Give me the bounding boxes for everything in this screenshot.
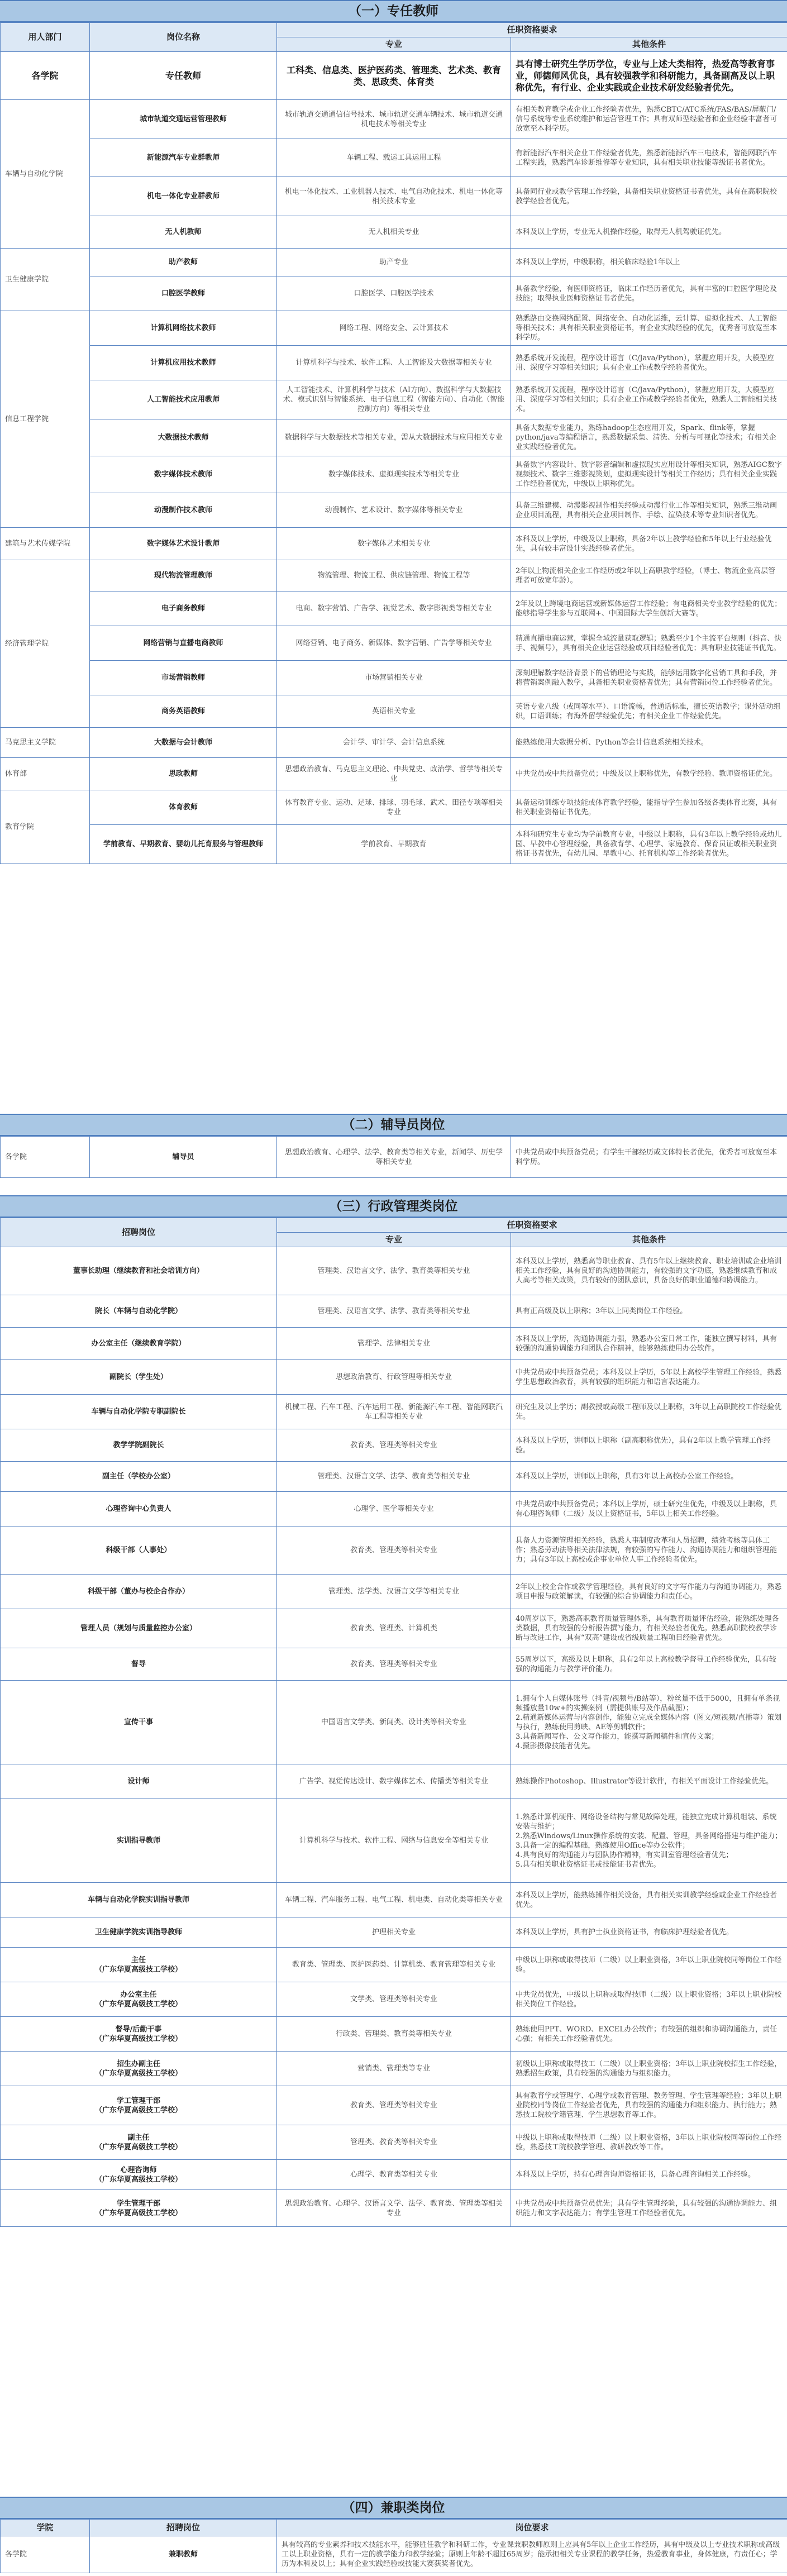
major-cell: 数据科学与大数据技术等相关专业，需从大数据技术与应用相关专业 bbox=[277, 419, 511, 456]
major-cell: 管理类、教育类等相关专业 bbox=[277, 2125, 511, 2160]
major-cell: 思想政治教育、心理学、汉语言文学、法学、教育类、管理类等相关专业 bbox=[277, 2190, 511, 2227]
col-pt-req: 岗位要求 bbox=[277, 2520, 787, 2536]
table-row bbox=[1, 528, 787, 560]
table-row bbox=[1, 1799, 787, 1883]
table-row bbox=[1, 311, 787, 346]
table-row bbox=[1, 1429, 787, 1462]
position-cell: 宣传干事 bbox=[1, 1681, 277, 1764]
table-row bbox=[1, 1764, 787, 1799]
position-cell: 实训指导教师 bbox=[1, 1799, 277, 1883]
other-cell: 具备数字内容设计、数字影音编辑和虚拟现实应用设计等相关知识，熟悉AIGC数字视频技术、数字三维影视策划，虚拟现实设计等相关工作经历；具有相关企业实践工作经验者优先，中级以上职称优先。 bbox=[511, 456, 787, 493]
position-cell: 学工管理干部 （广东华夏高级技工学校） bbox=[1, 2086, 277, 2125]
section-title-2: （二）辅导员岗位 bbox=[0, 1114, 787, 1136]
table-row bbox=[1, 1609, 787, 1648]
col-other: 其他条件 bbox=[511, 37, 787, 52]
general-major: 工科类、信息类、医护医药类、管理类、艺术类、教育类、思政类、体育类 bbox=[277, 52, 511, 100]
admin-table bbox=[0, 1218, 787, 2227]
position-cell: 副主任（学校办公室） bbox=[1, 1462, 277, 1492]
major-cell: 教育类、管理类等相关专业 bbox=[277, 1429, 511, 1462]
col-major: 专业 bbox=[277, 37, 511, 52]
other-cell: 英语专业八级（或同等水平）、口语流畅，普通话标准，擅长英语教学；课外活动组织，口语训练；有海外留学经验优先；有相关企业工作经验优先。 bbox=[511, 695, 787, 728]
dept-cell: 马克思主义学院 bbox=[1, 728, 90, 758]
major-cell: 广告学、视觉传达设计、数字媒体艺术、传播类等相关专业 bbox=[277, 1764, 511, 1799]
other-cell: 2年及以上跨境电商运营或新媒体运营工作经验；有电商相关专业教学经验的优先；能够指导学生参与互联网+、中国国际大学生创新大赛等。 bbox=[511, 591, 787, 626]
section-counselor bbox=[0, 1114, 787, 1178]
major-cell: 管理类、汉语言文学、法学、教育类等相关专业 bbox=[277, 1295, 511, 1328]
other-cell: 具有正高级及以上职称；3年以上同类岗位工作经验。 bbox=[511, 1295, 787, 1328]
other-cell: 熟悉系统开发流程，程序设计语言（C/Java/Python），掌握应用开发，大模型应用、深度学习等相关知识；具有企业工作或教学经验者优先，熟悉人工智能相关技术。 bbox=[511, 380, 787, 419]
section-title-4: （四）兼职类岗位 bbox=[0, 2497, 787, 2519]
major-cell: 机电一体化技术、工业机器人技术、电气自动化技术、机电一体化等相关技术专业 bbox=[277, 177, 511, 216]
major-cell: 营销类、管理类等专业 bbox=[277, 2052, 511, 2086]
table-row bbox=[1, 419, 787, 456]
col-pt-position: 招聘岗位 bbox=[90, 2520, 277, 2536]
col-dept: 用人部门 bbox=[1, 23, 90, 52]
major-cell: 心理学、教育类等相关专业 bbox=[277, 2160, 511, 2190]
position-cell: 新能源汽车专业群教师 bbox=[90, 139, 277, 177]
other-cell: 研究生及以上学历；副教授或高级工程师及以上职称，3年以上高职院校工作经验优先。 bbox=[511, 1395, 787, 1429]
part-time-table bbox=[0, 2519, 787, 2573]
major-cell: 助产专业 bbox=[277, 249, 511, 276]
other-cell: 初级以上职称或取得技工（二级）以上职业资格；3年以上职业院校招生工作经验，熟悉招生政策，具有较强的沟通能力与组织能力。 bbox=[511, 2052, 787, 2086]
position-cell: 城市轨道交通运营管理教师 bbox=[90, 100, 277, 139]
table-row bbox=[1, 1328, 787, 1360]
col-recruit-position: 招聘岗位 bbox=[1, 1218, 277, 1247]
col-admin-major: 专业 bbox=[277, 1233, 511, 1247]
major-cell: 城市轨道交通通信信号技术、城市轨道交通车辆技术、城市轨道交通机电技术等相关专业 bbox=[277, 100, 511, 139]
major-cell: 物流管理、物流工程、供应链管理、物流工程等 bbox=[277, 560, 511, 591]
table-row bbox=[1, 2190, 787, 2227]
major-cell: 车辆工程、汽车服务工程、电气工程、机电类、自动化类等相关专业 bbox=[277, 1883, 511, 1917]
table-row bbox=[1, 2125, 787, 2160]
position-cell: 计算机网络技术教师 bbox=[90, 311, 277, 346]
major-cell: 思想政治教育、行政管理等相关专业 bbox=[277, 1360, 511, 1395]
table-row bbox=[1, 1395, 787, 1429]
table-row bbox=[1, 216, 787, 249]
pt-dept: 各学院 bbox=[1, 2536, 90, 2573]
other-cell: 中共党员或中共预备党员；本科及以上学历，5年以上高校学生管理工作经验，熟悉学生思想政治教育，具有较强的组织能力和语言表达能力。 bbox=[511, 1360, 787, 1395]
position-cell: 学前教育、早期教育、婴幼儿托育服务与管理教师 bbox=[90, 825, 277, 864]
other-cell: 中共党员或中共预备党员；中级及以上职称优先，有教学经验、教师资格证优先。 bbox=[511, 758, 787, 790]
major-cell: 体育教育专业、运动、足球、排球、羽毛球、武术、田径专项等相关专业 bbox=[277, 790, 511, 825]
table-row bbox=[1, 1982, 787, 2017]
position-cell: 车辆与自动化学院专职副院长 bbox=[1, 1395, 277, 1429]
general-position: 专任教师 bbox=[90, 52, 277, 100]
table-row bbox=[1, 2160, 787, 2190]
other-cell: 熟练使用PPT、WORD、EXCEL办公软件；有较强的组织和协调沟通能力，责任心强；有相关工作经验者优先。 bbox=[511, 2017, 787, 2052]
col-pt-dept: 学院 bbox=[1, 2520, 90, 2536]
position-cell: 市场营销教师 bbox=[90, 661, 277, 695]
major-cell: 教育类、管理类、计算机类 bbox=[277, 1609, 511, 1648]
counselor-other: 中共党员或中共预备党员；有学生干部经历或文体特长者优先，优秀者可放宽至本科学历。 bbox=[511, 1137, 787, 1178]
position-cell: 助产教师 bbox=[90, 249, 277, 276]
table-row bbox=[1, 1462, 787, 1492]
table-row bbox=[1, 139, 787, 177]
section-part-time bbox=[0, 2497, 787, 2573]
other-cell: 有相关教育教学或企业工作经验者优先，熟悉CBTC/ATC系统/FAS/BAS/屏蔽门/信号系统等专业系统维护和运营管理工作；具有双师型经验者和企业经验丰富者可放宽至本科学历。 bbox=[511, 100, 787, 139]
other-cell: 具备运动训练专项技能或体育教学经验，能指导学生参加各级各类体育比赛，具有相关职业资格证书优先。 bbox=[511, 790, 787, 825]
table-row bbox=[1, 1247, 787, 1295]
other-cell: 55周岁以下，高级及以上职称，具有2年以上高校教学督导工作经验优先，具有较强的沟通能力与教学评价能力。 bbox=[511, 1648, 787, 1681]
major-cell: 教育类、管理类等相关专业 bbox=[277, 1648, 511, 1681]
position-cell: 办公室主任（继续教育学院） bbox=[1, 1328, 277, 1360]
col-admin-requirements: 任职资格要求 bbox=[277, 1218, 787, 1233]
pt-position: 兼职教师 bbox=[90, 2536, 277, 2573]
major-cell: 思想政治教育、马克思主义理论、中共党史、政治学、哲学等相关专业 bbox=[277, 758, 511, 790]
position-cell: 管理人员（规划与质量监控办公室） bbox=[1, 1609, 277, 1648]
table-row bbox=[1, 52, 787, 100]
table-row bbox=[1, 790, 787, 825]
other-cell: 具备人力资源管理相关经验，熟悉人事制度改革和人员招聘，绩效考核等具体工作；熟悉劳动法等相关法律法规，有较强的写作能力、沟通协调能力和组织管理能力；具有3年以上高校或企事业单位人事工作经验者优先。 bbox=[511, 1526, 787, 1575]
table-row bbox=[1, 560, 787, 591]
major-cell: 计算机科学与技术、软件工程、人工智能及大数据等相关专业 bbox=[277, 346, 511, 380]
table-row bbox=[1, 1681, 787, 1764]
other-cell: 本科及以上学历，中级及以上职称，具备2年以上教学经验和5年以上行业经验优先，具有较丰富设计实践经验者优先。 bbox=[511, 528, 787, 560]
major-cell: 网络营销、电子商务、新媒体、数字营销、广告学等相关专业 bbox=[277, 626, 511, 661]
other-cell: 中共党员优先，中级以上职称或取得技师（二级）以上职业资格；3年以上职业院校相关岗位工作经验。 bbox=[511, 1982, 787, 2017]
major-cell: 教育类、管理类等相关专业 bbox=[277, 2086, 511, 2125]
major-cell: 教育类、管理类、医护医药类、计算机类、教育管理等相关专业 bbox=[277, 1948, 511, 1982]
position-cell: 机电一体化专业群教师 bbox=[90, 177, 277, 216]
table-row bbox=[1, 2086, 787, 2125]
other-cell: 具备同行业或教学管理工作经验，具备相关职业资格证书者优先，具有在高职院校教学经验者优先。 bbox=[511, 177, 787, 216]
position-cell: 现代物流管理教师 bbox=[90, 560, 277, 591]
other-cell: 能熟练使用大数据分析、Python等会计信息系统相关技术。 bbox=[511, 728, 787, 758]
major-cell: 管理类、汉语言文学、法学、教育类等相关专业 bbox=[277, 1462, 511, 1492]
other-cell: 2年以上物流相关企业工作经历或2年以上高职教学经验，（博士、物流企业高层管理者可放宽年龄）。 bbox=[511, 560, 787, 591]
other-cell: 本科及以上学历，熟悉高等职业教育、具有5年以上继续教育、职业培训或企业培训相关工作经验，具有良好的沟通协调能力，有较强的文字功底，熟悉继续教育和成人高考等相关政策，具有较好的团队意识，具备良好的职业道德和协调能力。 bbox=[511, 1247, 787, 1295]
position-cell: 副主任 （广东华夏高级技工学校） bbox=[1, 2125, 277, 2160]
position-cell: 科级干部（人事处） bbox=[1, 1526, 277, 1575]
col-admin-other: 其他条件 bbox=[511, 1233, 787, 1247]
other-cell: 本科和研究生专业均为学前教育专业，中级以上职称，具有3年以上教学经验或幼儿园、早教中心管理经验，具备教育学、心理学、家庭教育、保育员证或相关职业资格证书者优先，有幼儿园、早教中心、托育机构等工作经验者优先。 bbox=[511, 825, 787, 864]
other-cell: 本科及以上学历，讲师以上职称，具有3年以上高校办公室工作经验。 bbox=[511, 1462, 787, 1492]
position-cell: 车辆与自动化学院实训指导教师 bbox=[1, 1883, 277, 1917]
major-cell: 市场营销相关专业 bbox=[277, 661, 511, 695]
table-row bbox=[1, 346, 787, 380]
position-cell: 数字媒体技术教师 bbox=[90, 456, 277, 493]
other-cell: 中级以上职称或取得技师（二级）以上职业资格，3年以上职业院校同等岗位工作经验。 bbox=[511, 1948, 787, 1982]
other-cell: 具有教育学或管理学、心理学或教育管理、教务管理、学生管理等经验；3年以上职业院校同等岗位工作经验者优先，具有较强的沟通能力和组织能力、执行能力；熟悉技工院校学籍管理、学生思想教育等工作。 bbox=[511, 2086, 787, 2125]
section-title-1: （一）专任教师 bbox=[0, 0, 787, 22]
major-cell: 网络工程、网络安全、云计算技术 bbox=[277, 311, 511, 346]
table-row bbox=[1, 758, 787, 790]
other-cell: 中共党员或中共预备党员；本科以上学历，硕士研究生优先，中级及以上职称，具有心理咨询师（二级）及以上资格证书，5年以上相关工作经验。 bbox=[511, 1492, 787, 1526]
position-cell: 电子商务教师 bbox=[90, 591, 277, 626]
position-cell: 督导 bbox=[1, 1648, 277, 1681]
other-cell: 中级以上职称或取得技师（二级）以上职业资格，3年以上职业院校同等岗位工作经验，熟悉技工院校教学管理、教研教改等工作。 bbox=[511, 2125, 787, 2160]
major-cell: 数字媒体艺术相关专业 bbox=[277, 528, 511, 560]
major-cell: 数字媒体技术、虚拟现实技术等相关专业 bbox=[277, 456, 511, 493]
dept-cell: 建筑与艺术传媒学院 bbox=[1, 528, 90, 560]
position-cell: 主任 （广东华夏高级技工学校） bbox=[1, 1948, 277, 1982]
table-row bbox=[1, 380, 787, 419]
other-cell: 具备大数据专业能力，熟练hadoop生态应用开发，Spark、flink等，掌握python/java等编程语言，熟悉数据采集、清洗、分析与可视化等技术；有相关企业实践经验者优先。 bbox=[511, 419, 787, 456]
major-cell: 学前教育、早期教育 bbox=[277, 825, 511, 864]
position-cell: 思政教师 bbox=[90, 758, 277, 790]
major-cell: 车辆工程、载运工具运用工程 bbox=[277, 139, 511, 177]
other-cell: 40周岁以下，熟悉高职教育质量管理体系，具有教育质量评估经验，能熟练处理各类数据，具有较强的分析报告撰写能力，有相关经验者优先。熟悉高职院校教学诊断与改进工作，具有“双高”建设或省级质量工程项目经验者优先。 bbox=[511, 1609, 787, 1648]
other-cell: 本科及以上学历，讲师以上职称（副高职称优先），具有2年以上教学管理工作经验。 bbox=[511, 1429, 787, 1462]
position-cell: 设计师 bbox=[1, 1764, 277, 1799]
position-cell: 数字媒体艺术设计教师 bbox=[90, 528, 277, 560]
other-cell: 熟悉路由交换网络配置、网络安全、自动化运维，云计算、虚拟化技术、人工智能等相关技术；具有相关职业资格证书，有企业实践经验的优先，优秀者可放宽至本科学历。 bbox=[511, 311, 787, 346]
counselor-major: 思想政治教育、心理学、法学、教育类等相关专业，新闻学、历史学等相关专业 bbox=[277, 1137, 511, 1178]
other-cell: 本科及以上学历，具有护士执业资格证书，有临床护理经验者优先。 bbox=[511, 1917, 787, 1948]
position-cell: 卫生健康学院实训指导教师 bbox=[1, 1917, 277, 1948]
major-cell: 文学类、管理类等相关专业 bbox=[277, 1982, 511, 2017]
other-cell: 本科及以上学历，专业无人机操作经验，取得无人机驾驶证优先。 bbox=[511, 216, 787, 249]
other-cell: 熟悉系统开发流程，程序设计语言（C/Java/Python），掌握应用开发，大模型应用、深度学习等相关知识；具有企业工作或教学经验者优先。 bbox=[511, 346, 787, 380]
table-row bbox=[1, 100, 787, 139]
major-cell: 口腔医学、口腔医学技术 bbox=[277, 276, 511, 311]
other-cell: 中共党员或中共预备党员优先；具有学生管理经验，具有较强的沟通协调能力、组织能力和文字表达能力；有学生管理工作经验者优先。 bbox=[511, 2190, 787, 2227]
position-cell: 商务英语教师 bbox=[90, 695, 277, 728]
position-cell: 网络营销与直播电商教师 bbox=[90, 626, 277, 661]
pt-req: 具有较高的专业素养和技术技能水平，能够胜任教学和科研工作，专业课兼职教师原则上应具有5年以上企业工作经历，具有中级及以上专业技术职称或高级工以上职业资格，具有一定的教学能力和教学经验；原则上年龄不超过65周岁；能承担相关专业课程的教学任务，热爱教育事业，身体健康，有责任心；学历为本科及以上；具有企业实践经验或技能大赛获奖者优先。 bbox=[277, 2536, 787, 2573]
major-cell: 管理学、法律相关专业 bbox=[277, 1328, 511, 1360]
position-cell: 大数据技术教师 bbox=[90, 419, 277, 456]
table-row bbox=[1, 661, 787, 695]
dept-cell: 卫生健康学院 bbox=[1, 249, 90, 311]
position-cell: 办公室主任 （广东华夏高级技工学校） bbox=[1, 1982, 277, 2017]
table-row bbox=[1, 1360, 787, 1395]
general-dept: 各学院 bbox=[1, 52, 90, 100]
other-cell: 具备三维建模、动漫影视制作相关经验或动漫行业工作等相关知识，熟悉三维动画企业项目流程，具有相关企业项目制作、手绘、渲染技术等专业知识者优先。 bbox=[511, 493, 787, 528]
section-title-3: （三）行政管理类岗位 bbox=[0, 1195, 787, 1218]
position-cell: 无人机教师 bbox=[90, 216, 277, 249]
major-cell: 教育类、管理类等相关专业 bbox=[277, 1526, 511, 1575]
table-row bbox=[1, 591, 787, 626]
major-cell: 人工智能技术、计算机科学与技术（AI方向）、数据科学与大数据技术、模式识别与智能系统、电子信息工程（智能方向）、自动化（智能控制方向）等相关专业 bbox=[277, 380, 511, 419]
major-cell: 英语相关专业 bbox=[277, 695, 511, 728]
position-cell: 学生管理干部 （广东华夏高级技工学校） bbox=[1, 2190, 277, 2227]
teachers-table bbox=[0, 22, 787, 864]
table-row bbox=[1, 2052, 787, 2086]
position-cell: 董事长助理（继续教育和社会培训方向） bbox=[1, 1247, 277, 1295]
major-cell: 无人机相关专业 bbox=[277, 216, 511, 249]
major-cell: 机械工程、汽车工程、汽车运用工程、新能源汽车工程、智能网联汽车工程等相关专业 bbox=[277, 1395, 511, 1429]
position-cell: 心理咨询中心负责人 bbox=[1, 1492, 277, 1526]
major-cell: 中国语言文学类、新闻类、设计类等相关专业 bbox=[277, 1681, 511, 1764]
general-other: 具有博士研究生学历学位，专业与上述大类相符，热爱高等教育事业，师德师风优良，具有较强教学和科研能力，具备副高及以上职称优先，有行业、企业实践或企业技术研发经验者优先。 bbox=[511, 52, 787, 100]
major-cell: 行政类、管理类、教育类等相关专业 bbox=[277, 2017, 511, 2052]
major-cell: 护理相关专业 bbox=[277, 1917, 511, 1948]
table-row bbox=[1, 177, 787, 216]
position-cell: 教学学院副院长 bbox=[1, 1429, 277, 1462]
section-full-time-teachers bbox=[0, 0, 787, 864]
other-cell: 1.拥有个人自媒体账号（抖音/视频号/B站等），粉丝量不低于5000，且拥有单条视频播放量10w+的实操案例（需提供账号及作品截图）； 2.精通新媒体运营与内容创作，能独立完成全媒体内容（图文/短视频/直播等）策划与执行，熟练使用剪映、AE等剪辑软件； 3.具备新闻写作、公文写作能力，能撰写新闻稿件和宣传文案； 4.摄影摄像技能者优先。 bbox=[511, 1681, 787, 1764]
table-row bbox=[1, 728, 787, 758]
counselor-table bbox=[0, 1136, 787, 1178]
counselor-dept: 各学院 bbox=[1, 1137, 90, 1178]
position-cell: 招生办副主任 （广东华夏高级技工学校） bbox=[1, 2052, 277, 2086]
other-cell: 有新能源汽车相关企业工作经验者优先，熟悉新能源汽车三电技术，智能网联汽车工程实践，熟悉汽车诊断维修等专业知识，具有相关职业技能等级证书者优先。 bbox=[511, 139, 787, 177]
dept-cell: 车辆与自动化学院 bbox=[1, 100, 90, 249]
table-row bbox=[1, 695, 787, 728]
dept-cell: 体育部 bbox=[1, 758, 90, 790]
other-cell: 精通直播电商运营，掌握全域流量获取逻辑；熟悉至少1个主流平台规则（抖音、快手、视频号），具有相关企业运营经验或项目经验者优先；具有职业技能证书优先。 bbox=[511, 626, 787, 661]
table-row bbox=[1, 1526, 787, 1575]
other-cell: 1.熟悉计算机硬件、网络设备结构与常见故障处理，能独立完成计算机组装、系统安装与维护； 2.熟悉Windows/Linux操作系统的安装、配置、管理，具备网络搭建与维护能力； 3.具备一定的编程基础，熟练使用Office等办公软件； 4.具有良好的沟通能力与团队协作精神，有实训室管理经验者优先； 5.具有相关职业资格证书或技能证书者优先。 bbox=[511, 1799, 787, 1883]
other-cell: 具备教学经验，有医师资格证，临床工作经历者优先，具有丰富的口腔医学理论及技能；取得执业医师资格证书者优先。 bbox=[511, 276, 787, 311]
table-row bbox=[1, 2017, 787, 2052]
major-cell: 计算机科学与技术、软件工程、网络与信息安全等相关专业 bbox=[277, 1799, 511, 1883]
dept-cell: 经济管理学院 bbox=[1, 560, 90, 728]
col-position: 岗位名称 bbox=[90, 23, 277, 52]
table-row bbox=[1, 626, 787, 661]
table-row bbox=[1, 1648, 787, 1681]
position-cell: 人工智能技术应用教师 bbox=[90, 380, 277, 419]
major-cell: 动漫制作、艺术设计、数字媒体等相关专业 bbox=[277, 493, 511, 528]
table-row bbox=[1, 1948, 787, 1982]
major-cell: 电商、数字营销、广告学、视觉艺术、数字影视类等相关专业 bbox=[277, 591, 511, 626]
table-row bbox=[1, 1917, 787, 1948]
table-row bbox=[1, 493, 787, 528]
table-row bbox=[1, 1137, 787, 1178]
position-cell: 副院长（学生处） bbox=[1, 1360, 277, 1395]
other-cell: 本科及以上学历，沟通协调能力强，熟悉办公室日常工作，能独立撰写材料，具有较强的沟通协调能力和团队合作精神，能够熟练使用办公软件。 bbox=[511, 1328, 787, 1360]
position-cell: 体育教师 bbox=[90, 790, 277, 825]
table-row bbox=[1, 1575, 787, 1609]
position-cell: 大数据与会计教师 bbox=[90, 728, 277, 758]
other-cell: 本科及以上学历，中级职称，相关临床经验1年以上 bbox=[511, 249, 787, 276]
table-row bbox=[1, 1492, 787, 1526]
position-cell: 督导/后勤干事 （广东华夏高级技工学校） bbox=[1, 2017, 277, 2052]
position-cell: 计算机应用技术教师 bbox=[90, 346, 277, 380]
table-row bbox=[1, 276, 787, 311]
major-cell: 管理类、法学类、汉语言文学等相关专业 bbox=[277, 1575, 511, 1609]
other-cell: 2年以上校企合作或教学管理经验，具有良好的文字写作能力与沟通协调能力，熟悉项目申报与政策解读，有较强的综合协调能力和责任心。 bbox=[511, 1575, 787, 1609]
section-admin bbox=[0, 1195, 787, 2227]
other-cell: 深刻理解数字经济背景下的营销理论与实践，能够运用数字化营销工具和手段，并将营销案例融入教学，具备相关职业资格者优先；具有营销岗位工作经验者优先。 bbox=[511, 661, 787, 695]
major-cell: 心理学、医学等相关专业 bbox=[277, 1492, 511, 1526]
table-row bbox=[1, 1295, 787, 1328]
other-cell: 熟练操作Photoshop、Illustrator等设计软件，有相关平面设计工作经验优先。 bbox=[511, 1764, 787, 1799]
position-cell: 口腔医学教师 bbox=[90, 276, 277, 311]
position-cell: 院长（车辆与自动化学院） bbox=[1, 1295, 277, 1328]
table-row bbox=[1, 2536, 787, 2573]
dept-cell: 信息工程学院 bbox=[1, 311, 90, 528]
dept-cell: 教育学院 bbox=[1, 790, 90, 864]
table-row bbox=[1, 456, 787, 493]
table-row bbox=[1, 249, 787, 276]
position-cell: 动漫制作技术教师 bbox=[90, 493, 277, 528]
table-row bbox=[1, 825, 787, 864]
counselor-position: 辅导员 bbox=[90, 1137, 277, 1178]
table-row bbox=[1, 1883, 787, 1917]
major-cell: 会计学、审计学、会计信息系统 bbox=[277, 728, 511, 758]
major-cell: 管理类、汉语言文学、法学、教育类等相关专业 bbox=[277, 1247, 511, 1295]
other-cell: 本科及以上学历，持有心理咨询师资格证书，具备心理咨询相关工作经验。 bbox=[511, 2160, 787, 2190]
position-cell: 科级干部（董办与校企合作办） bbox=[1, 1575, 277, 1609]
other-cell: 本科及以上学历，能熟练操作相关设备，具有相关实训教学经验或企业工作经验者优先。 bbox=[511, 1883, 787, 1917]
col-requirements: 任职资格要求 bbox=[277, 23, 787, 37]
position-cell: 心理咨询师 （广东华夏高级技工学校） bbox=[1, 2160, 277, 2190]
